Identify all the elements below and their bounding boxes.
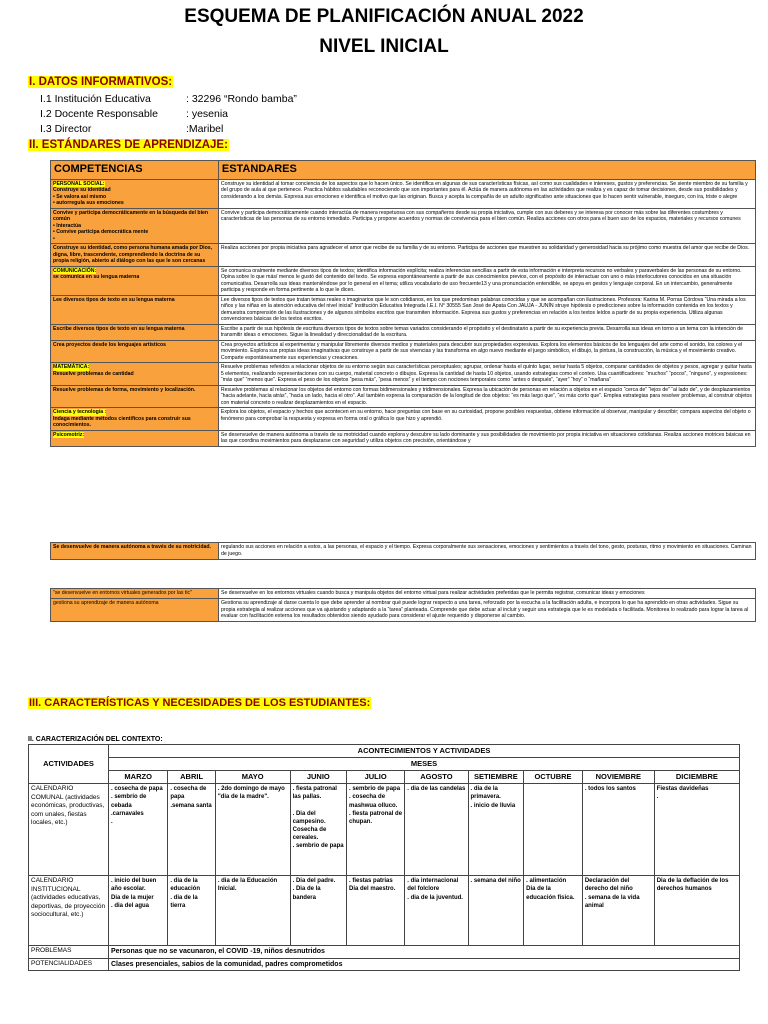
standard-row: [51, 385, 756, 408]
area-label: Ciencia y tecnología :: [53, 409, 107, 416]
standard-row: [51, 430, 756, 446]
month-header: JULIO: [347, 771, 405, 784]
problemas-value: Personas que no se vacunaron, el COVID -19, niños desnutridos: [109, 946, 740, 958]
competencia-cell: [51, 430, 219, 446]
standard-row: [51, 244, 756, 267]
competencia-text: Resuelve problemas de cantidad: [53, 370, 134, 377]
competencia-cell: [51, 340, 219, 363]
institucional-cell: . inicio del buen año escolar. Dia de la mujer . dia del agua: [109, 876, 168, 946]
info-value: : yesenia: [186, 108, 229, 120]
extra-comp: Se desenvuelve de manera autónoma a través de su motricidad.: [51, 543, 219, 560]
extra-standards-table-2: [50, 588, 756, 622]
standard-row: [51, 408, 756, 431]
context-table: [28, 744, 740, 971]
comunal-cell: [524, 784, 583, 876]
row-label-potencialidades: POTENCIALIDADES: [29, 958, 109, 970]
institucional-cell: . fiestas patrias Dia del maestro.: [347, 876, 405, 946]
comunal-cell: Fiestas davideñas .: [654, 784, 739, 876]
estandar-text: Se desenvuelve de manera autónoma a través de su motricidad cuando explora y descubre su lado dominante y sus posibilidades de movimiento por propia iniciativa en situaciones cotidianas. Realiza acciones motrices básicas en las que coordina movimientos para desplazarse con seguridad y utiliza objetos con precisión, orientándose y: [218, 430, 755, 446]
competencia-cell: [51, 385, 219, 408]
estandar-text: Escribe a partir de sus hipótesis de escritura diversos tipos de textos sobre temas variados considerando el propósito y el destinatario a partir de su experiencia previa. Desarrolla sus ideas en torno a un tema con la intención de transmitir ideas o emociones. Sigue la linealidad y direccionalidad de la escritura.: [218, 324, 755, 340]
area-label: PERSONAL SOCIAL:: [53, 180, 105, 187]
info-row-institucion: [40, 93, 297, 105]
standard-row: [51, 295, 756, 324]
col-estandares: ESTANDARES: [218, 161, 755, 180]
extra-standards-table-1: [50, 542, 756, 560]
standard-row: [51, 266, 756, 295]
comunal-cell: . dia de la primavera. . inicio de lluvia: [468, 784, 524, 876]
extra-std: regulando sus acciones en relación a estos, a las personas, el espacio y el tiempo. Expresa corporalmente sus sensaciones, emociones y sentimientos a través del tono, gesto, posturas, ritmo y movimiento en situaciones. Caminan de juego.: [219, 543, 756, 560]
month-header: OCTUBRE: [524, 771, 583, 784]
info-label: I.2 Docente Responsable: [40, 108, 158, 120]
institucional-cell: Dia de la deflación de los derechos humanos: [654, 876, 739, 946]
info-row-director: [40, 123, 223, 135]
page-subtitle: NIVEL INICIAL: [319, 36, 449, 57]
month-header: NOVIEMBRE: [582, 771, 654, 784]
month-header: DICIEMBRE: [654, 771, 739, 784]
institucional-cell: Declaración del derecho del niño . semana de la vida animal: [582, 876, 654, 946]
section-contexto-heading: II. CARACTERIZACIÓN DEL CONTEXTO:: [28, 736, 163, 743]
extra-comp: gestiona su aprendizaje de manera autónoma: [51, 598, 219, 621]
comunal-cell: . todos los santos: [582, 784, 654, 876]
standard-row: [51, 340, 756, 363]
month-header: AGOSTO: [405, 771, 468, 784]
comunal-cell: . cosecha de papa . sembrio de cebada .carnavales .: [109, 784, 168, 876]
estandar-text: Lee diversos tipos de textos que tratan temas reales o imaginarios que le son cotidianos, en los que predominan palabras conocidas y que se acompañan con ilustraciones. Profesora: Karina M. Porras Córdova “Una mirada a los niños y las niñas en la atención educativa del nivel inicial” Institución Educativa Integrada I.E.I. N° 30555 San José de Apata Con JAUJA - JUNÍN struye hipótesis o predicciones sobre la información contenida en los textos y demuestra comprensión de las ilustraciones y de algunos símbolos escritos que transmiten información. Expresa sus gustos y preferencias en relación a los textos leídos a partir de su propia experiencia. Utiliza algunas convenciones básicas de los textos escritos.: [218, 295, 755, 324]
info-value: :Maribel: [186, 123, 224, 135]
context-table-title: ACONTECIMIENTOS Y ACTIVIDADES: [109, 745, 740, 758]
month-header: ABRIL: [168, 771, 215, 784]
info-row-docente: [40, 108, 228, 120]
institucional-cell: . dia de la Educación Inicial.: [215, 876, 290, 946]
extra-std: Se desenvuelve en los entornos virtuales cuando busca y manipula objetos del entorno virtual para realizar actividades preferidas que le permita registrar, comunicar ideas y emociones: [219, 589, 756, 599]
institucional-cell: . alimentación Dia de la educación física.: [524, 876, 583, 946]
institucional-cell: . Dia del padre. . Dia de la bandera: [290, 876, 346, 946]
competencia-cell: [51, 244, 219, 267]
area-label: Psicomotriz:: [53, 431, 85, 438]
col-meses: MESES: [109, 758, 740, 771]
month-header: MARZO: [109, 771, 168, 784]
competencia-cell: [51, 324, 219, 340]
standards-table: [50, 160, 756, 447]
estandar-text: Se comunica oralmente mediante diversos tipos de textos; identifica información explícita; realiza inferencias sencillas a partir de esta información e interpreta recursos no verbales y paraverbales de las personas de su entorno. Opina sobre lo que más/ menos le gustó del contenido del texto. Se expresa espontáneamente a partir de sus conocimientos previos, con el propósito de interactuar con uno o más interlocutores conocidos en una situación comunicativa. Desarrolla sus ideas manteniéndose por lo general en el tema; utiliza vocabulario de uso frecuente13 y una pronunciación entendible, se apoya en gestos y lenguaje corporal. En un intercambio, generalmente participa y responde en forma pertinente a lo que le dicen.: [218, 266, 755, 295]
info-label: I.1 Institución Educativa: [40, 93, 151, 105]
competencia-cell: [51, 266, 219, 295]
competencia-cell: [51, 208, 219, 244]
section-datos-heading: I. DATOS INFORMATIVOS:: [29, 76, 173, 88]
comunal-cell: . fiesta patronal las pallas. . Dia del campesino. Cosecha de cereales. . sembrio de papa: [290, 784, 346, 876]
standard-row: [51, 179, 756, 208]
potencialidades-value: Clases presenciales, sabios de la comunidad, padres comprometidos: [109, 958, 740, 970]
comunal-cell: . cosecha de papa .semana santa: [168, 784, 215, 876]
col-competencias: COMPETENCIAS: [51, 161, 219, 180]
section-caracteristicas-heading: III. CARACTERÍSTICAS Y NECESIDADES DE LOS ESTUDIANTES:: [29, 697, 371, 709]
extra-comp: "se desenvuelve en entornos virtuales generados por las tic": [51, 589, 219, 599]
month-header: JUNIO: [290, 771, 346, 784]
competencia-text: Indaga mediante métodos científicos para construir sus conocimientos.: [53, 415, 191, 429]
info-value: : 32296 “Rondo bamba”: [186, 93, 297, 105]
estandar-text: Realiza acciones por propia iniciativa para agradecer el amor que recibe de su familia y de su entorno. Participa de acciones que muestren su solidaridad y generosidad hacia su prójimo como muestra del amor que recibe de Dios.: [218, 244, 755, 267]
institucional-cell: . semana del niño: [468, 876, 524, 946]
standard-row: [51, 363, 756, 386]
standard-row: [51, 208, 756, 244]
competencia-cell: [51, 408, 219, 431]
row-label-comunal: CALENDARIO COMUNAL (actividades económicas, productivas, com unales, fiestas locales, etc.): [29, 784, 109, 876]
comunal-cell: . dia de las candelas: [405, 784, 468, 876]
month-header: SETIEMBRE: [468, 771, 524, 784]
extra-std: Gestiona su aprendizaje al darse cuenta lo que debe aprender al nombrar qué puede lograr respecto a una tarea, reforzado por la escucha a la facilitación adulta, e incorpora lo que ha aprendido en otras actividades. Sigue su propia estrategia al realizar acciones que va ajustando y adaptando a la “tarea” planteada. Comprende que debe actuar al incluir y seguir una estrategia que le es modelada o facilitada. Monitorea lo realizado para lograr la tarea al evaluar con facilitación externa los resultados obtenidos siendo ayudado para considerar el ajuste requerido y disponerse al cambio.: [219, 598, 756, 621]
area-label: MATEMÁTICA:: [53, 364, 90, 371]
competencia-text: Convive y participa democráticamente en la búsqueda del bien común • Interactúa • Convive participa democrática mente •: [53, 209, 209, 242]
standard-row: [51, 324, 756, 340]
row-label-problemas: PROBLEMAS: [29, 946, 109, 958]
competencia-text: Escribe diversos tipos de texto en su lengua materna: [53, 325, 185, 332]
institucional-cell: . dia internacional del folclore . dia de la juventud.: [405, 876, 468, 946]
estandar-text: Explora los objetos, el espacio y hechos que acontecen en su entorno, hace preguntas con base en su curiosidad, propone posibles respuestas, obtiene información al observar, manipular y describir; compara aspectos del objeto o fenómeno para comprobar la respuesta y expresa en forma oral o gráfica lo que hizo y aprendió.: [218, 408, 755, 431]
competencia-cell: [51, 363, 219, 386]
month-header: MAYO: [215, 771, 290, 784]
estandar-text: Construye su identidad al tomar conciencia de los aspectos que lo hacen único. Se identifica en algunas de sus características físicas, así como sus cualidades e intereses, gustos y preferencias. Se siente miembro de su familia y del grupo de aula al que pertenece. Practica hábitos saludables reconociendo que son importantes para él. Actúa de manera autónoma en las actividades que realiza y es capaz de tomar decisiones, desde sus posibilidades y considerando a los demás. Expresa sus emociones e identifica el motivo que las originan. Busca y acepta la compañía de un adulto significativo ante situaciones que lo hacen sentir vulnerable, inseguro, con ira, triste o alegre: [218, 179, 755, 208]
area-label: COMUNICACIÓN:: [53, 267, 97, 274]
institucional-cell: . dia de la educación . dia de la tierra: [168, 876, 215, 946]
competencia-cell: [51, 295, 219, 324]
estandar-text: Convive y participa democráticamente cuando interactúa de manera respetuosa con sus compañeros desde su propia iniciativa, cumple con sus deberes y se interesa por conocer más sobre las diferentes costumbres y características de las personas de su entorno inmediato. Participa y propone acuerdos y normas de convivencia para el bien común. Realiza acciones con otros para el buen uso de los espacios, materiales y recursos comunes: [218, 208, 755, 244]
comunal-cell: . sembrio de papa . cosecha de mashwua olluco. . fiesta patronal de chupan.: [347, 784, 405, 876]
competencia-text: se comunica en su lengua materna: [53, 274, 140, 281]
row-label-institucional: CALENDARIO INSTITUCIONAL (actividades educativas, deportivas, de proyección sociocultural, etc.): [29, 876, 109, 946]
competencia-text: Construye su identidad, como persona humana amada por Dios, digna, libre, trascendente, comprendiendo la doctrina de su propia religión, abierto al diálogo con las que le son cercanas: [53, 245, 213, 265]
page-title: ESQUEMA DE PLANIFICACIÓN ANUAL 2022: [184, 6, 584, 27]
section-estandares-heading: II. ESTÁNDARES DE APRENDIZAJE:: [29, 139, 228, 151]
competencia-text: Lee diversos tipos de texto en su lengua materna: [53, 296, 175, 303]
competencia-cell: [51, 179, 219, 208]
competencia-text: Crea proyectos desde los lenguajes artísticos: [53, 341, 167, 348]
estandar-text: Crea proyectos artísticos al experimentar y manipular libremente diversos medios y materiales para descubrir sus propiedades expresivas. Explora los elementos básicos de los lenguajes del arte como el sonido, los colores y el movimiento. Explora sus propias ideas imaginativas que construye a partir de sus vivencias y las transforma en algo nuevo mediante el juego simbólico, el dibujo, la pintura, la construcción, la música y el movimiento creativo. Comparte espontáneamente sus experiencias y creaciones.: [218, 340, 755, 363]
estandar-text: Resuelve problemas referidos a relacionar objetos de su entorno según sus características perceptuales; agrupar, ordenar hasta el quinto lugar, seriar hasta 5 objetos, comparar cantidades de objetos y pesos, agregar y quitar hasta 5 elementos, realizando representaciones con su cuerpo, material concreto o dibujos. Expresa la cantidad de hasta 10 objetos, usando estrategias como el conteo. Usa cuantificadores: “muchos” “pocos”, “ninguno”, y expresiones: “más que” “menos que”. Expresa el peso de los objetos “pesa más”, “pesa menos” y el tiempo con nociones temporales como “antes o después”, “ayer” “hoy” o “mañana”: [218, 363, 755, 386]
estandar-text: Resuelve problemas al relacionar los objetos del entorno con formas bidimensionales y tridimensionales. Expresa la ubicación de personas en relación a objetos en el espacio “cerca de” “lejos de” “al lado de”, y de desplazamientos “hacia adelante, hacia atrás”, “hacia un lado, hacia el otro”. Así también expresa la comparación de la longitud de dos objetos: “es más largo que”, “es más corto que”. Emplea estrategias para resolver problemas, al construir objetos con material concreto o realizar desplazamientos en el espacio.: [218, 385, 755, 408]
info-label: I.3 Director: [40, 123, 92, 135]
competencia-text: Construye su identidad • Se valora así mismo • autorregula sus emociones: [53, 187, 124, 207]
competencia-text: Resuelve problemas de forma, movimiento y localización.: [53, 386, 196, 393]
comunal-cell: . 2do domingo de mayo "dia de la madre".: [215, 784, 290, 876]
col-actividades: ACTIVIDADES: [29, 745, 109, 784]
